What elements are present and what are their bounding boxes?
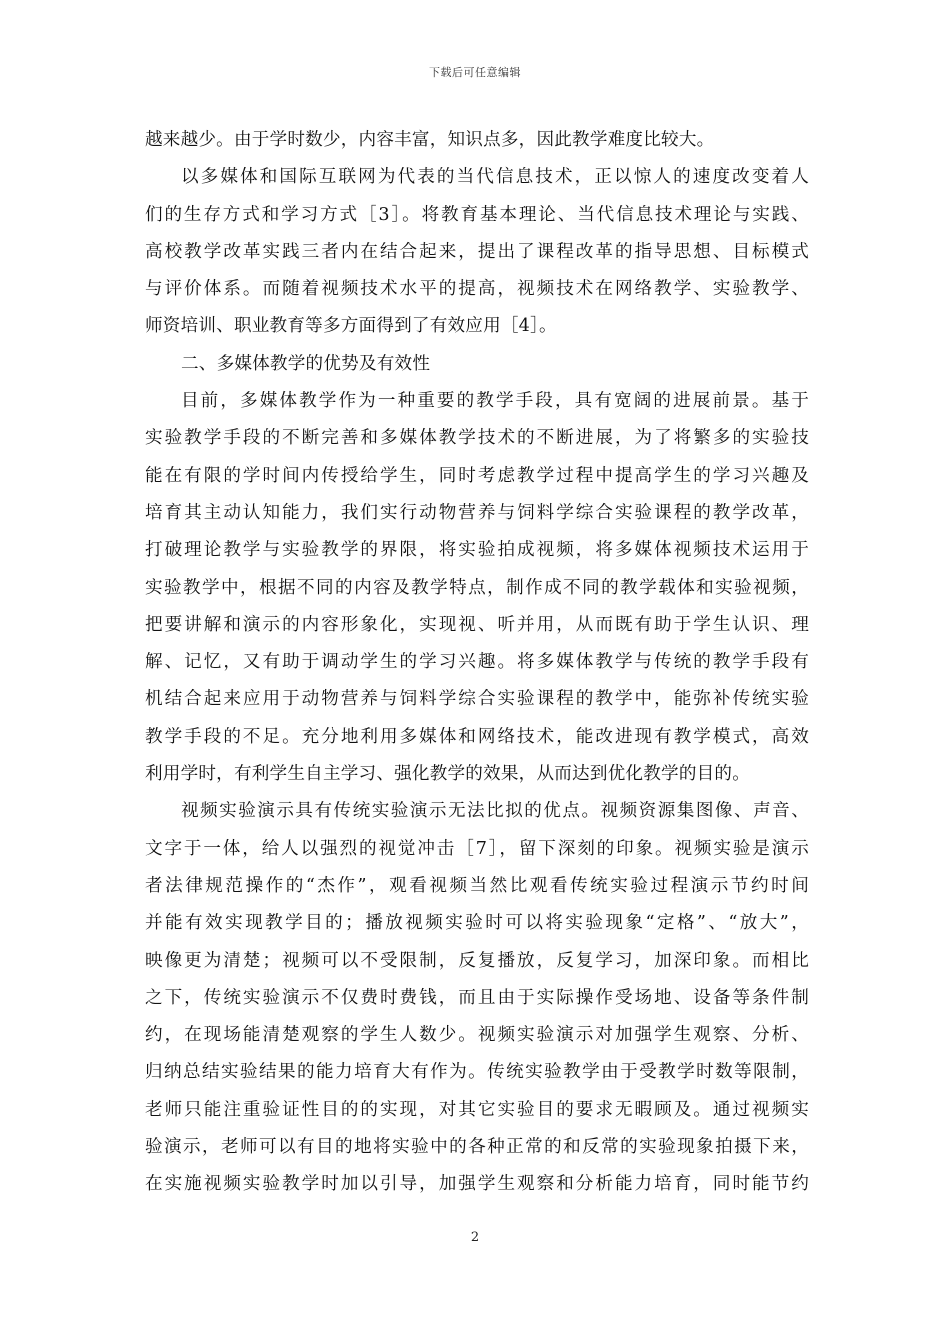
text-line: 能在有限的学时间内传授给学生，同时考虑教学过程中提高学生的学习兴趣及 — [145, 465, 809, 486]
text-line: 者法律规范操作的“杰作”，观看视频当然比观看传统实验过程演示节约时间 — [145, 875, 809, 896]
text-line: 以多媒体和国际互联网为代表的当代信息技术，正以惊人的速度改变着人 — [181, 167, 809, 188]
document-body — [145, 122, 809, 1204]
text-line: 视频实验演示具有传统实验演示无法比拟的优点。视频资源集图像、声音、 — [181, 801, 809, 822]
text-line: 解、记忆，又有助于调动学生的学习兴趣。将多媒体教学与传统的教学手段有 — [145, 652, 809, 673]
text-line: 越来越少。由于学时数少，内容丰富，知识点多，因此教学难度比较大。 — [145, 130, 715, 150]
text-line: 实验教学中，根据不同的内容及教学特点，制作成不同的教学载体和实验视频， — [145, 577, 809, 598]
text-line: 与评价体系。而随着视频技术水平的提高，视频技术在网络教学、实验教学、 — [145, 279, 809, 300]
text-line: 高校教学改革实践三者内在结合起来，提出了课程改革的指导思想、目标模式 — [145, 241, 809, 262]
text-line: 实验教学手段的不断完善和多媒体教学技术的不断进展，为了将繁多的实验技 — [145, 428, 809, 449]
text-line: 归纳总结实验结果的能力培育大有作为。传统实验教学由于受教学时数等限制， — [145, 1062, 809, 1083]
text-line: 目前，多媒体教学作为一种重要的教学手段，具有宽阔的进展前景。基于 — [181, 391, 809, 412]
text-line: 机结合起来应用于动物营养与饲料学综合实验课程的教学中，能弥补传统实验 — [145, 689, 809, 710]
text-line: 利用学时，有利学生自主学习、强化教学的效果，从而达到优化教学的目的。 — [145, 764, 750, 785]
text-line: 验演示，老师可以有目的地将实验中的各种正常的和反常的实验现象拍摄下来， — [145, 1137, 809, 1158]
page-number: 2 — [470, 1230, 480, 1245]
text-line: 老师只能注重验证性目的的实现，对其它实验目的要求无暇顾及。通过视频实 — [145, 1099, 809, 1120]
text-line: 教学手段的不足。充分地利用多媒体和网络技术，能改进现有教学模式，高效 — [145, 726, 809, 747]
section-heading: 二、多媒体教学的优势及有效性 — [181, 353, 431, 374]
text-line: 打破理论教学与实验教学的界限，将实验拍成视频，将多媒体视频技术运用于 — [145, 540, 809, 561]
text-line: 把要讲解和演示的内容形象化，实现视、听并用，从而既有助于学生认识、理 — [145, 614, 809, 635]
text-line: 文字于一体，给人以强烈的视觉冲击［7］，留下深刻的印象。视频实验是演示 — [145, 838, 809, 859]
page-header: 下载后可任意编辑 — [429, 66, 521, 79]
text-line: 师资培训、职业教育等多方面得到了有效应用［4］。 — [145, 316, 557, 337]
text-line: 并能有效实现教学目的；播放视频实验时可以将实验现象“定格”、“放大”， — [145, 913, 809, 934]
text-line: 在实施视频实验教学时加以引导，加强学生观察和分析能力培育，同时能节约 — [145, 1174, 809, 1195]
text-line: 们的生存方式和学习方式［3］。将教育基本理论、当代信息技术理论与实践、 — [145, 204, 809, 225]
text-line: 之下，传统实验演示不仅费时费钱，而且由于实际操作受场地、设备等条件制 — [145, 987, 809, 1008]
text-line: 培育其主动认知能力，我们实行动物营养与饲料学综合实验课程的教学改革， — [145, 502, 809, 523]
text-line: 映像更为清楚；视频可以不受限制，反复播放，反复学习，加深印象。而相比 — [145, 950, 809, 971]
text-line: 约，在现场能清楚观察的学生人数少。视频实验演示对加强学生观察、分析、 — [145, 1025, 809, 1046]
